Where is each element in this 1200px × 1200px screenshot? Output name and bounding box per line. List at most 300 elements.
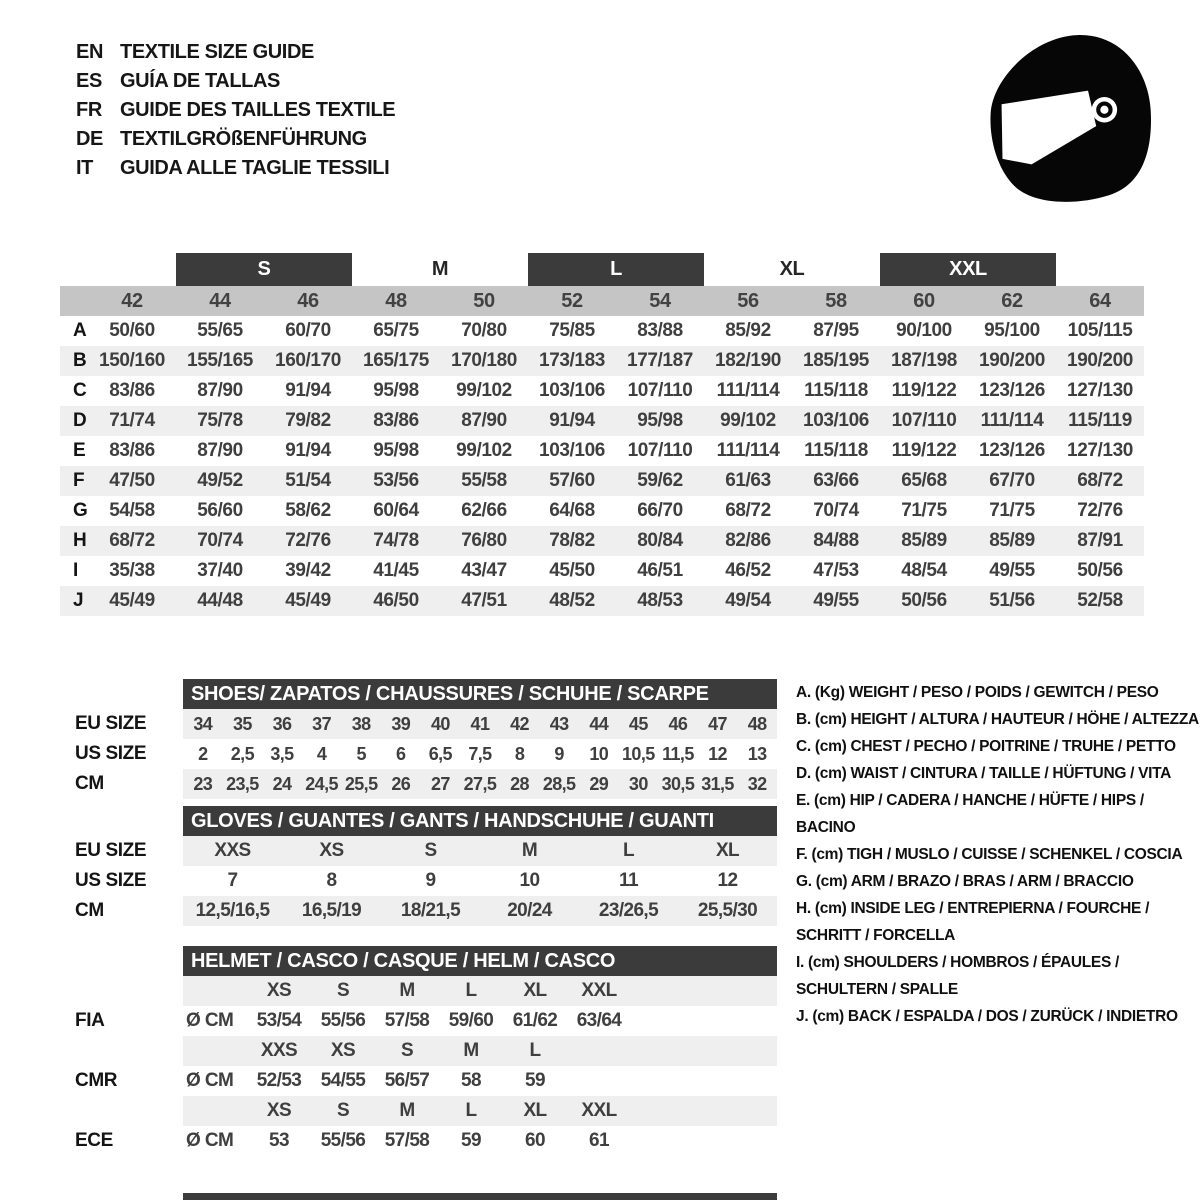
helmet-values-row [60,1006,777,1036]
textile-row [60,556,1144,586]
helmet-unit-spacer [183,1096,247,1126]
helmet-sizes-row [60,1036,777,1066]
textile-cell: 83/86 [109,380,155,401]
textile-cell: 78/82 [549,530,595,551]
textile-cell: 190/200 [979,350,1045,371]
row-letter: C [73,380,87,401]
size-group-label: XL [779,258,805,280]
textile-cell: 45/49 [109,590,155,611]
textile-row [60,496,1144,526]
textile-cell: 95/98 [637,410,683,431]
textile-cell: 57/60 [549,470,595,491]
shoes-cell: 44 [589,714,609,734]
shoes-cell: 45 [628,714,648,734]
textile-cell: 49/54 [725,590,771,611]
row-letter: I [73,560,78,581]
legend-item: A. (Kg) WEIGHT / PESO / POIDS / GEWITCH / PESO [796,684,1159,701]
language-code: ES [76,70,102,92]
shoes-cell: 13 [747,744,767,764]
helmet-size-label: XS [266,980,292,1001]
textile-cell: 111/114 [980,410,1044,431]
shoes-cell: 34 [193,714,213,734]
textile-cell: 79/82 [285,410,331,431]
textile-cell: 65/75 [373,320,419,341]
helmet-size-label: S [336,1100,350,1121]
helmet-values [183,1066,777,1096]
gloves-cell: XL [715,840,740,861]
gloves-cell: 7 [227,870,238,891]
shoes-cell: 27,5 [463,774,497,794]
helmet-size-label: XS [266,1100,292,1121]
legend-item: F. (cm) TIGH / MUSLO / CUISSE / SCHENKEL / COSCIA [796,846,1183,863]
gloves-cell: 12 [717,870,738,891]
gloves-values [183,866,777,896]
textile-cell: 62/66 [461,500,507,521]
numeric-size: 58 [825,290,847,312]
numeric-size: 42 [121,290,143,312]
language-row [76,125,395,154]
gloves-rows [60,836,777,926]
gloves-values [183,896,777,926]
textile-cell: 173/183 [539,350,605,371]
shoes-cell: 46 [668,714,688,734]
helmet-size-label: XL [523,980,547,1001]
helmet-filler [631,976,777,1006]
textile-cell: 99/102 [456,440,512,461]
helmet-values-row [60,1126,777,1156]
size-group-label: XXL [880,253,1056,286]
textile-row [60,526,1144,556]
legend-item: B. (cm) HEIGHT / ALTURA / HAUTEUR / HÖHE / ALTEZZA [796,711,1199,728]
gloves-cell: 25,5/30 [697,900,758,921]
textile-cell: 60/64 [373,500,419,521]
textile-row [60,586,1144,616]
numeric-size: 56 [737,290,759,312]
shoes-cell: 31,5 [701,774,734,794]
textile-cell: 46/51 [637,560,683,581]
gloves-cell: 9 [425,870,436,891]
racing-helmet-icon [972,26,1164,208]
language-code: FR [76,99,102,121]
textile-cell: 60/70 [285,320,331,341]
size-group-label: L [528,253,704,286]
helmet-cell: 55/56 [320,1010,366,1031]
legend-item: H. (cm) INSIDE LEG / ENTREPIERNA / FOURCHE / SCHRITT / FORCELLA [796,900,1150,944]
helmet-size-label: XXL [581,1100,617,1121]
shoes-cell: 7,5 [468,744,492,764]
shoes-cell: 4 [316,744,327,764]
numeric-size-row [60,286,1144,316]
textile-cell: 49/55 [813,590,859,611]
gloves-cell: 16,5/19 [301,900,362,921]
shoes-cell: 41 [470,714,490,734]
row-letter: E [73,440,86,461]
helmet-size-label [567,1036,631,1066]
textile-cell: 66/70 [637,500,683,521]
legend-item: C. (cm) CHEST / PECHO / POITRINE / TRUHE / PETTO [796,738,1176,755]
gloves-cell: XXS [214,840,251,861]
shoes-cell: 28 [510,774,529,794]
textile-cell: 150/160 [99,350,165,371]
shoes-cell: 6,5 [428,744,452,764]
language-title: GUIDE DES TAILLES TEXTILE [120,99,396,121]
textile-row [60,406,1144,436]
textile-cell: 91/94 [285,440,331,461]
shoes-cell: 30 [628,774,648,794]
helmet-size-label: L [465,1100,477,1121]
shoes-values [183,769,777,799]
textile-cell: 107/110 [627,440,693,461]
shoes-cell: 11,5 [662,744,694,764]
textile-cell: 115/118 [804,380,868,401]
helmet-cell: 53 [269,1130,289,1151]
helmet-table [60,946,777,1156]
textile-cell: 74/78 [373,530,419,551]
textile-cell: 54/58 [109,500,155,521]
gloves-table [60,806,777,926]
textile-cell: 85/89 [901,530,947,551]
textile-cell: 160/170 [275,350,341,371]
textile-cell: 55/58 [461,470,507,491]
language-title: TEXTILE SIZE GUIDE [120,41,314,63]
textile-cell: 84/88 [813,530,859,551]
numeric-size: 46 [297,290,319,312]
textile-cell: 83/86 [373,410,419,431]
textile-row [60,466,1144,496]
helmet-cell: 59 [461,1130,481,1151]
language-code: EN [76,41,103,63]
textile-cell: 45/50 [549,560,595,581]
textile-cell: 85/92 [725,320,771,341]
shoes-cell: 12 [708,744,727,764]
helmet-standard-label: CMR [75,1070,118,1091]
gloves-cell: 23/26,5 [598,900,659,921]
shoes-cell: 35 [232,714,252,734]
textile-cell: 59/62 [637,470,683,491]
corner-cell [60,286,88,316]
textile-cell: 48/52 [549,590,595,611]
textile-cell: 111/114 [716,380,780,401]
helmet-filler [631,1006,777,1036]
textile-cell: 72/76 [285,530,331,551]
legend-list [796,679,1200,1030]
gloves-cell: 18/21,5 [400,900,461,921]
textile-cell: 45/49 [285,590,331,611]
textile-cell: 87/95 [813,320,859,341]
textile-cell: 75/85 [549,320,595,341]
gloves-row [60,896,777,926]
numeric-size: 52 [561,290,583,312]
row-letter: A [73,320,87,341]
textile-cell: 123/126 [979,440,1045,461]
gloves-row [60,866,777,896]
helmet-cell: 56/57 [384,1070,430,1091]
size-group-label: M [431,258,449,280]
textile-cell: 58/62 [285,500,331,521]
helmet-values [183,1126,777,1156]
helmet-cell [567,1066,631,1096]
helmet-cell: 57/58 [384,1010,430,1031]
shoes-cell: 48 [747,714,767,734]
helmet-unit-spacer [183,976,247,1006]
textile-cell: 87/90 [197,380,243,401]
shoes-cell: 24,5 [305,774,338,794]
shoes-cell: 23 [193,774,213,794]
textile-cell: 155/165 [187,350,253,371]
shoes-cell: 38 [351,714,371,734]
textile-cell: 70/74 [813,500,859,521]
gloves-row-label: EU SIZE [75,840,147,861]
textile-cell: 187/198 [891,350,957,371]
shoes-row [60,739,777,769]
textile-cell: 72/76 [1077,500,1123,521]
shoes-cell: 6 [396,744,406,764]
helmet-filler [631,1096,777,1126]
textile-cell: 70/74 [197,530,243,551]
helmet-cell: 57/58 [384,1130,430,1151]
textile-row [60,346,1144,376]
helmet-filler [631,1126,777,1156]
helmet-size-label: XL [523,1100,547,1121]
textile-cell: 63/66 [813,470,859,491]
helmet-size-label: XXS [260,1040,298,1061]
row-letter: J [73,590,84,611]
textile-cell: 53/56 [373,470,419,491]
language-title: TEXTILGRÖßENFÜHRUNG [120,128,367,150]
gloves-cell: L [622,840,634,861]
helmet-size-label: S [400,1040,414,1061]
textile-cell: 47/50 [109,470,155,491]
textile-cell: 107/110 [627,380,693,401]
shoes-cell: 5 [356,744,366,764]
shoes-cell: 10,5 [622,744,655,764]
textile-cell: 95/98 [373,440,419,461]
gloves-cell: 11 [619,870,638,891]
helmet-cell: 52/53 [256,1070,302,1091]
textile-cell: 185/195 [803,350,869,371]
shoes-cell: 42 [510,714,529,734]
gloves-row-label: CM [75,900,104,921]
shoes-cell: 32 [747,774,767,794]
textile-cell: 50/60 [109,320,155,341]
helmet-size-label: M [463,1040,479,1061]
helmet-filler [631,1066,777,1096]
textile-cell: 182/190 [715,350,781,371]
numeric-size: 54 [649,290,671,312]
textile-cell: 85/89 [989,530,1035,551]
helmet-cell: 55/56 [320,1130,366,1151]
shoes-cell: 29 [589,774,609,794]
textile-cell: 51/54 [285,470,331,491]
textile-cell: 82/86 [725,530,771,551]
textile-row [60,316,1144,346]
textile-cell: 71/75 [989,500,1035,521]
row-letter: B [73,350,87,371]
textile-cell: 47/53 [813,560,859,581]
shoes-values [183,739,777,769]
shoes-cell: 8 [514,744,525,764]
textile-cell: 49/52 [197,470,243,491]
helmet-sizes-row [60,1096,777,1126]
helmet-cell: 60 [525,1130,545,1151]
helmet-unit-spacer [183,1036,247,1066]
helmet-cell: 53/54 [256,1010,302,1031]
helmet-values-row [60,1066,777,1096]
gloves-cell: S [424,840,437,861]
textile-cell: 39/42 [285,560,331,581]
language-code: DE [76,128,103,150]
legend-item: D. (cm) WAIST / CINTURA / TAILLE / HÜFTUNG / VITA [796,765,1172,782]
numeric-size: 44 [209,290,231,312]
numeric-size: 64 [1089,290,1111,312]
shoes-cell: 37 [312,714,331,734]
textile-cell: 115/118 [804,440,868,461]
textile-cell: 80/84 [637,530,683,551]
textile-row [60,376,1144,406]
helmet-cell: 58 [461,1070,481,1091]
textile-cell: 91/94 [285,380,331,401]
shoes-cell: 39 [391,714,411,734]
language-code: IT [76,157,93,179]
size-group-label: S [176,253,352,286]
textile-cell: 49/55 [989,560,1035,581]
shoes-row-label: US SIZE [75,743,147,764]
gloves-cell: 12,5/16,5 [195,900,270,921]
textile-cell: 83/88 [637,320,683,341]
textile-cell: 95/98 [373,380,419,401]
helmet-diameter-unit: Ø CM [186,1130,234,1151]
textile-cell: 115/119 [1068,410,1132,431]
language-row [76,154,395,183]
cutoff-next-section-bar [183,1193,777,1200]
shoes-cell: 3,5 [270,744,294,764]
shoes-cell: 10 [589,744,609,764]
textile-cell: 46/52 [725,560,771,581]
textile-cell: 44/48 [197,590,243,611]
language-row [76,96,395,125]
gloves-row [60,836,777,866]
textile-cell: 90/100 [896,320,952,341]
shoes-row-label: CM [75,773,104,794]
helmet-size-label: M [399,1100,415,1121]
textile-cell: 87/90 [461,410,507,431]
numeric-size: 48 [385,290,407,312]
language-list [76,38,395,183]
language-title: GUIDA ALLE TAGLIE TESSILI [120,157,390,179]
shoes-cell: 40 [430,714,450,734]
shoes-cell: 28,5 [542,774,576,794]
helmet-cell: 59 [525,1070,545,1091]
textile-cell: 119/122 [891,380,957,401]
helmet-cell: 61 [589,1130,609,1151]
shoes-row [60,709,777,739]
legend-item: J. (cm) BACK / ESPALDA / DOS / ZURÜCK / INDIETRO [796,1008,1178,1025]
legend-item: E. (cm) HIP / CADERA / HANCHE / HÜFTE / HIPS / BACINO [796,792,1144,836]
helmet-size-label: M [399,980,415,1001]
shoes-cell: 27 [430,774,450,794]
textile-cell: 71/75 [901,500,947,521]
helmet-diameter-unit: Ø CM [186,1070,234,1091]
textile-cell: 105/115 [1067,320,1133,341]
helmet-cell: 59/60 [448,1010,494,1031]
gloves-cell: 10 [519,870,540,891]
helmet-size-label: XS [330,1040,356,1061]
textile-cell: 68/72 [1077,470,1123,491]
helmet-size-label: XXL [581,980,617,1001]
textile-cell: 37/40 [197,560,243,581]
textile-cell: 170/180 [451,350,517,371]
helmet-size-label: S [336,980,350,1001]
textile-cell: 61/63 [725,470,771,491]
shoes-rows [60,709,777,799]
shoes-section-header: SHOES/ ZAPATOS / CHAUSSURES / SCHUHE / SCARPE [183,679,777,709]
row-letter: H [73,530,87,551]
helmet-size-label: L [529,1040,541,1061]
textile-cell: 46/50 [373,590,419,611]
helmet-sizes-row-spacer [60,1036,183,1066]
helmet-cell: 63/64 [576,1010,622,1031]
textile-cell: 76/80 [461,530,507,551]
shoes-cell: 9 [554,744,564,764]
language-row [76,38,395,67]
shoes-cell: 2 [198,744,208,764]
legend-item: G. (cm) ARM / BRAZO / BRAS / ARM / BRACCIO [796,873,1134,890]
textile-cell: 51/56 [989,590,1035,611]
helmet-sizes-row-spacer [60,1096,183,1126]
textile-cell: 103/106 [539,440,605,461]
textile-cell: 95/100 [984,320,1040,341]
textile-cell: 41/45 [373,560,419,581]
textile-row [60,436,1144,466]
helmet-sizes [183,1096,777,1126]
shoes-cell: 25,5 [344,774,378,794]
textile-cell: 48/53 [637,590,683,611]
textile-cell: 127/130 [1067,440,1133,461]
row-letter: D [73,410,87,431]
textile-cell: 65/68 [901,470,947,491]
helmet-section-header: HELMET / CASCO / CASQUE / HELM / CASCO [183,946,777,976]
textile-cell: 119/122 [891,440,957,461]
textile-cell: 70/80 [461,320,507,341]
gloves-cell: M [521,840,538,861]
shoes-cell: 2,5 [230,744,254,764]
textile-cell: 127/130 [1067,380,1133,401]
legend-item: I. (cm) SHOULDERS / HOMBROS / ÉPAULES / SCHULTERN / SPALLE [796,954,1120,998]
helmet-standard-label: FIA [75,1010,105,1031]
helmet-values [183,1006,777,1036]
textile-cell: 87/90 [197,440,243,461]
shoes-cell: 43 [549,714,569,734]
textile-cell: 123/126 [979,380,1045,401]
shoes-cell: 26 [391,774,411,794]
shoes-cell: 36 [272,714,292,734]
textile-cell: 87/91 [1077,530,1123,551]
textile-cell: 50/56 [1077,560,1123,581]
shoes-cell: 30,5 [661,774,695,794]
textile-cell: 75/78 [197,410,243,431]
textile-cell: 99/102 [720,410,776,431]
gloves-cell: XS [319,840,344,861]
helmet-diameter-unit: Ø CM [186,1010,234,1031]
textile-cell: 64/68 [549,500,595,521]
shoes-table [60,679,777,799]
textile-cell: 68/72 [725,500,771,521]
textile-cell: 107/110 [891,410,957,431]
textile-cell: 67/70 [989,470,1035,491]
shoes-cell: 24 [272,774,292,794]
textile-cell: 103/106 [539,380,605,401]
helmet-sizes-row [60,976,777,1006]
